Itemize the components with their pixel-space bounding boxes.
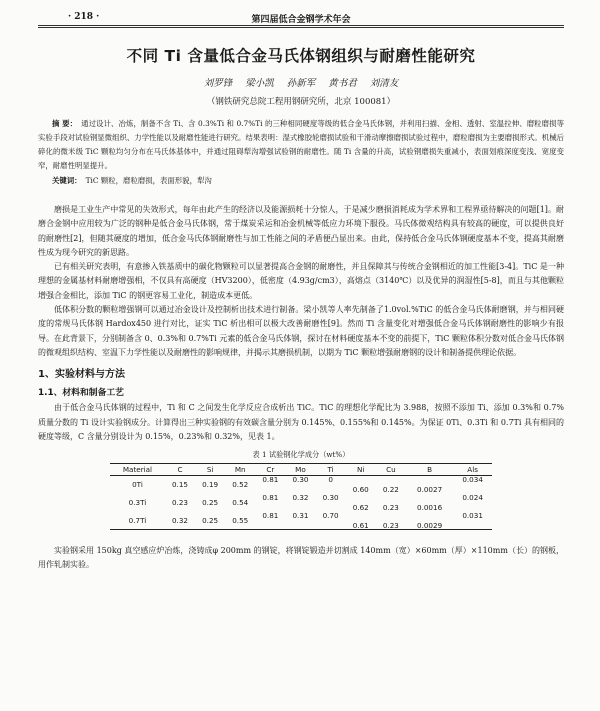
table-cell-value: 0.60 [352, 485, 369, 495]
introduction [38, 203, 564, 444]
running-header [38, 10, 564, 26]
paper-affiliation: （钢铁研究总院工程用钢研究所，北京 100081） [206, 97, 396, 107]
table-cell: 0.55 [225, 512, 255, 530]
table-cell [346, 476, 376, 494]
table-cell-value: 0.81 [262, 493, 279, 503]
abstract [38, 117, 564, 173]
table-cell [255, 494, 285, 512]
composition-table [110, 463, 492, 530]
subsection-heading: 1.1、材料和制备工艺 [38, 388, 124, 399]
col-header: Cu [376, 464, 406, 476]
table-cell [453, 494, 492, 512]
table-cell-value: 0.031 [462, 510, 483, 520]
table-cell-value: 0.30 [322, 493, 339, 503]
table-cell [316, 476, 346, 494]
table-cell: 0.23 [171, 498, 188, 508]
table-cell: 0.54 [232, 498, 249, 508]
table-cell [406, 476, 453, 494]
table-cell: 0.19 [202, 480, 219, 490]
closing-paragraph: 实验钢采用 150kg 真空感应炉冶炼，浇铸成φ 200mm 的钢锭，将钢锭锻造并切割成 140mm（宽）×60mm（厚）×110mm（长）的钢板，用作轧制实验。 [38, 546, 564, 570]
keywords [38, 174, 564, 187]
keywords-text: TiC 颗粒，磨粒磨损，表面形貌，犁沟 [85, 176, 212, 185]
keywords-label: 关键词： [52, 176, 82, 185]
table-cell-value: 0.22 [382, 485, 399, 495]
table-cell [255, 476, 285, 494]
table-cell [285, 476, 315, 494]
col-header: Ni [346, 464, 376, 476]
abstract-text: 通过设计、冶炼，制备不含 Ti、含 0.3%Ti 和 0.7%Ti 的三种相同硬度等级的低合金马氏体钢，并利用扫描、金相、透射、室温拉伸、磨粒磨损等实验手段对试验钢显微组织、力学性能以及耐磨性能进行研究。结果表明：湿式橡胶轮磨损试验和干滑动摩擦磨损试验过程中，磨粒磨损为主要磨损形式。机械后碎化的微米级 TiC 颗粒均匀分布在马氏体基体中，并通过阻碍犁沟增强试验钢的耐磨性。随 Ti 含量的升高，试验钢磨损失重减小，表面划痕深度变浅、宽度变窄，耐磨性明显提升。 [38, 119, 565, 170]
table-cell: 0.3Ti [128, 498, 147, 508]
table-cell-value: 0.62 [352, 503, 369, 513]
table-cell [285, 494, 315, 512]
table-cell-value: 0.70 [322, 510, 339, 520]
section-paragraph: 由于低合金马氏体钢的过程中，Ti 和 C 之间发生化学反应合成析出 TiC。TiC 的理想化学配比为 3.988，按照不添加 Ti、添加 0.3%和 0.7%质量分数的 Ti 设计实验钢成分。计算得出三种实验钢的有效碳含量分别为 0.145%、0.155%和 0.145%。为保证 0Ti、0.3Ti 和 0.7Ti 具有相同的硬度等级，C 含量分别设计为 0.15%，0.23%和 0.32%，见表 1。 [38, 403, 564, 441]
table-cell: 0.52 [232, 480, 249, 490]
table-cell [453, 512, 492, 530]
col-header: Si [195, 464, 225, 476]
col-header: Mo [285, 464, 315, 476]
table-cell [376, 476, 406, 494]
table-row [110, 494, 492, 512]
table-cell [316, 512, 346, 530]
table-cell: 0.25 [202, 498, 219, 508]
table-cell: 0.7Ti [110, 512, 165, 530]
col-header: Als [453, 464, 492, 476]
table-cell [346, 512, 376, 530]
table-cell-value: 0.024 [462, 493, 483, 503]
paper-authors: 刘罗锋 梁小凯 孙新军 黄书君 刘清友 [203, 78, 399, 89]
table-cell-value: 0 [328, 475, 333, 485]
conference-name: 第四届低合金钢学术年会 [251, 15, 351, 25]
table-caption: 表 1 试验钢化学成分（wt%） [252, 450, 350, 460]
table-cell [406, 512, 453, 530]
table-cell [376, 494, 406, 512]
col-header: C [165, 464, 195, 476]
table-cell [406, 494, 453, 512]
table-cell-value: 0.034 [462, 475, 483, 485]
composition-table-block [110, 450, 492, 530]
table-cell-value: 0.0016 [417, 503, 443, 513]
intro-paragraph-3: 低体积分数的颗粒增强钢可以通过冶金设计及控制析出技术进行制备。梁小凯等人率先制备了1.0vol.%TiC 的低合金马氏体耐磨钢，并与相同硬度的常规马氏体钢 Hardox450 进行对比，证实 TiC 析出相可以极大改善耐磨性[9]。然而 Ti 含量变化对增强低合金马氏体钢耐磨性的影响少有报导。在此背景下，分别制备含 0、0.3%和 0.7%Ti 元素的低合金马氏体钢，探讨在材料硬度基本不变的前提下，TiC 颗粒体积分数对低合金马氏体钢的微观组织结构、室温下力学性能以及耐磨性的影响规律，并揭示其磨损机制，以期为 TiC 颗粒增强耐磨钢的设计和制备提供理论依据。 [38, 305, 564, 357]
table-row [110, 512, 492, 530]
col-header: Cr [255, 464, 285, 476]
table-cell [346, 494, 376, 512]
table-cell-value: 0.23 [382, 503, 399, 513]
table-cell-value: 0.32 [292, 493, 309, 503]
col-header: Material [110, 464, 165, 476]
table-cell-value: 0.81 [262, 510, 279, 520]
table-cell [255, 512, 285, 530]
table-row [110, 476, 492, 494]
col-header: Ti [316, 464, 346, 476]
table-cell: 0.15 [171, 480, 188, 490]
paper-title: 不同 Ti 含量低合金马氏体钢组织与耐磨性能研究 [126, 47, 476, 65]
table-cell: 0.25 [195, 512, 225, 530]
table-cell-value: 0.61 [352, 520, 369, 530]
table-cell [453, 476, 492, 494]
abstract-label: 摘 要： [52, 119, 78, 128]
table-cell: 0.32 [165, 512, 195, 530]
table-cell-value: 0.23 [382, 520, 399, 530]
table-cell-value: 0.31 [292, 510, 309, 520]
col-header: B [406, 464, 453, 476]
col-header: Mn [225, 464, 255, 476]
section-heading: 1、实验材料与方法 [38, 369, 125, 381]
table-cell-value: 0.30 [292, 475, 309, 485]
table-cell [285, 512, 315, 530]
table-cell-value: 0.0027 [417, 485, 443, 495]
intro-paragraph-1: 磨损是工业生产中常见的失效形式，每年由此产生的经济以及能源损耗十分惊人，于是减少磨损消耗成为学术界和工程界亟待解决的问题[1]。耐磨合金钢中应用较为广泛的钢种是低合金马氏体钢，常于煤炭采运和冶金机械等低应力环境下服役。马氏体微观结构具有较高的硬度，可以提供良好的耐磨性[2]，但随其硬度的增加，低合金马氏体钢耐磨性与加工性能之间的矛盾便凸显出来。由此，保持低合金马氏体钢硬度基本不变，提高其耐磨性成为现今研究的新思路。 [38, 205, 564, 257]
table-header-row [110, 464, 492, 476]
table-cell [316, 494, 346, 512]
intro-paragraph-2: 已有相关研究表明，有意掺入铁基质中的碳化物颗粒可以显著提高合金钢的耐磨性，并且保障其与传统合金钢相近的加工性能[3-4]。TiC 是一种理想的金属基材料耐磨增强相，不仅具有高硬度（HV3200），低密度（4.93g/cm3），高熔点（3140℃）以及优异的润湿性[5-8]，而且与其他颗粒增强合金相比，添加 TiC 的钢更容易工业化，制造成本更低。 [38, 262, 564, 300]
table-cell [376, 512, 406, 530]
table-cell: 0Ti [132, 480, 143, 490]
table-cell-value: 0.0029 [417, 520, 443, 530]
page-number: · 218 · [68, 12, 100, 22]
table-cell-value: 0.81 [262, 475, 279, 485]
